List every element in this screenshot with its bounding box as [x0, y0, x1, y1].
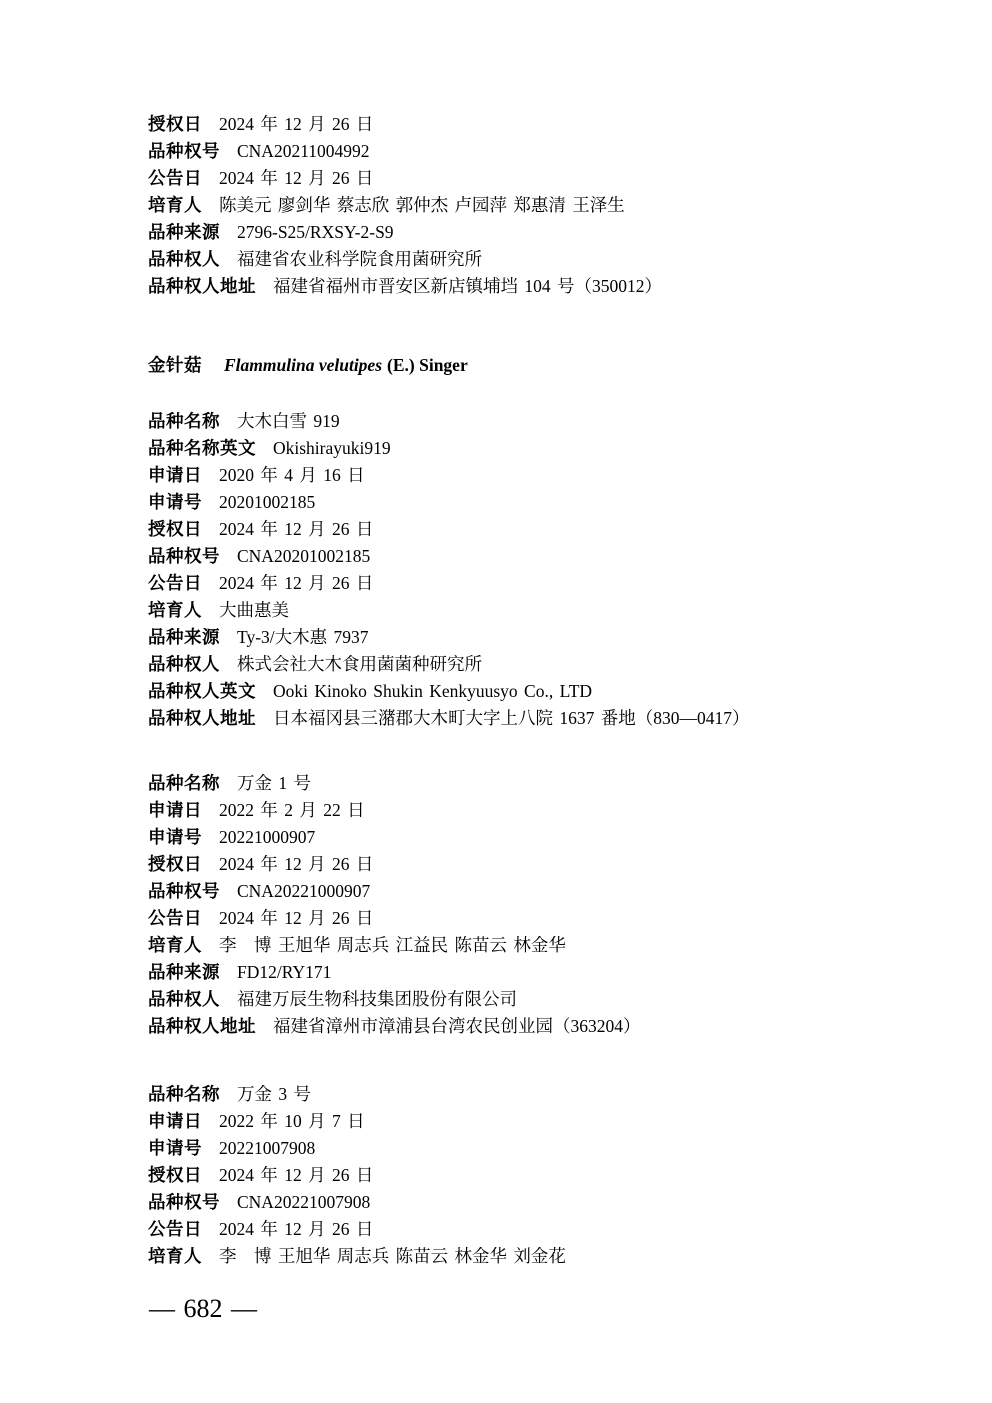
- field-label: 品种权号: [148, 881, 220, 901]
- field-line: [148, 570, 928, 597]
- field-line: [148, 543, 928, 570]
- field-line: [148, 770, 928, 797]
- field-line: [148, 878, 928, 905]
- field-label: 授权日: [148, 854, 202, 874]
- field-value: CNA20201002185: [237, 546, 371, 566]
- field-label: 品种权人地址: [148, 1016, 256, 1036]
- field-line: [148, 111, 928, 138]
- field-value: 2024 年 12 月 26 日: [219, 114, 374, 134]
- field-line: [148, 408, 928, 435]
- field-line: [148, 246, 928, 273]
- field-value: 大木白雪 919: [237, 411, 340, 431]
- field-value: 2024 年 12 月 26 日: [219, 1219, 374, 1239]
- field-line: [148, 462, 928, 489]
- field-label: 品种权人: [148, 989, 220, 1009]
- field-line: [148, 489, 928, 516]
- field-label: 培育人: [148, 195, 202, 215]
- field-label: 申请日: [148, 1111, 202, 1131]
- field-value: Ooki Kinoko Shukin Kenkyuusyo Co., LTD: [273, 681, 593, 701]
- field-label: 品种权人: [148, 249, 220, 269]
- record-block: [148, 770, 928, 1040]
- field-value: 20221000907: [219, 827, 316, 847]
- field-label: 申请号: [148, 1138, 202, 1158]
- field-label: 授权日: [148, 519, 202, 539]
- field-value: 2024 年 12 月 26 日: [219, 854, 374, 874]
- field-label: 品种名称英文: [148, 438, 256, 458]
- field-value: 2024 年 12 月 26 日: [219, 908, 374, 928]
- field-value: 李 博 王旭华 周志兵 江益民 陈苗云 林金华: [219, 935, 566, 955]
- field-label: 授权日: [148, 114, 202, 134]
- field-label: 品种来源: [148, 962, 220, 982]
- field-label: 申请号: [148, 827, 202, 847]
- field-line: [148, 824, 928, 851]
- field-line: [148, 624, 928, 651]
- field-label: 品种名称: [148, 1084, 220, 1104]
- field-value: 2022 年 10 月 7 日: [219, 1111, 365, 1131]
- field-label: 公告日: [148, 908, 202, 928]
- field-value: Okishirayuki919: [273, 438, 391, 458]
- field-label: 培育人: [148, 1246, 202, 1266]
- field-value: 2024 年 12 月 26 日: [219, 519, 374, 539]
- field-line: [148, 986, 928, 1013]
- field-value: 20201002185: [219, 492, 316, 512]
- page-number: — 682 —: [149, 1294, 257, 1323]
- field-label: 品种权号: [148, 546, 220, 566]
- species-header: [148, 352, 928, 379]
- species-name-authority: (E.) Singer: [387, 355, 468, 375]
- field-label: 公告日: [148, 1219, 202, 1239]
- field-line: [148, 219, 928, 246]
- field-label: 品种来源: [148, 222, 220, 242]
- field-value: 万金 1 号: [237, 773, 311, 793]
- field-label: 品种权号: [148, 141, 220, 161]
- field-value: 20221007908: [219, 1138, 316, 1158]
- field-value: 万金 3 号: [237, 1084, 311, 1104]
- field-value: 福建省农业科学院食用菌研究所: [237, 249, 482, 269]
- field-value: CNA20221000907: [237, 881, 371, 901]
- field-label: 申请日: [148, 465, 202, 485]
- field-line: [148, 516, 928, 543]
- field-line: [148, 597, 928, 624]
- field-line: [148, 1216, 928, 1243]
- species-name-cn: 金针菇: [148, 355, 202, 375]
- field-label: 授权日: [148, 1165, 202, 1185]
- field-value: 株式会社大木食用菌菌种研究所: [237, 654, 482, 674]
- field-value: CNA20211004992: [237, 141, 370, 161]
- field-line: [148, 705, 928, 732]
- field-label: 品种权人英文: [148, 681, 256, 701]
- field-line: [148, 651, 928, 678]
- field-label: 品种权号: [148, 1192, 220, 1212]
- field-label: 公告日: [148, 573, 202, 593]
- field-line: [148, 1243, 928, 1270]
- field-line: [148, 1162, 928, 1189]
- field-line: [148, 678, 928, 705]
- field-label: 培育人: [148, 600, 202, 620]
- field-label: 品种权人地址: [148, 708, 256, 728]
- field-label: 品种权人: [148, 654, 220, 674]
- field-value: 福建省漳州市漳浦县台湾农民创业园（363204）: [273, 1016, 641, 1036]
- field-line: [148, 797, 928, 824]
- field-line: [148, 1108, 928, 1135]
- field-line: [148, 932, 928, 959]
- field-value: 2022 年 2 月 22 日: [219, 800, 365, 820]
- field-value: 日本福冈县三潴郡大木町大字上八院 1637 番地（830—0417）: [273, 708, 750, 728]
- field-label: 品种来源: [148, 627, 220, 647]
- field-value: 2024 年 12 月 26 日: [219, 573, 374, 593]
- field-line: [148, 273, 928, 300]
- field-value: 福建省福州市晋安区新店镇埔垱 104 号（350012）: [273, 276, 662, 296]
- field-line: [148, 435, 928, 462]
- field-value: CNA20221007908: [237, 1192, 371, 1212]
- field-line: [148, 1081, 928, 1108]
- species-name-latin: Flammulina velutipes: [224, 355, 383, 375]
- field-label: 品种名称: [148, 411, 220, 431]
- field-line: [148, 138, 928, 165]
- field-value: 李 博 王旭华 周志兵 陈苗云 林金华 刘金花: [219, 1246, 566, 1266]
- record-block: [148, 111, 928, 300]
- field-value: 2020 年 4 月 16 日: [219, 465, 365, 485]
- field-line: [148, 1135, 928, 1162]
- field-value: 2024 年 12 月 26 日: [219, 1165, 374, 1185]
- field-line: [148, 851, 928, 878]
- field-label: 培育人: [148, 935, 202, 955]
- field-value: Ty-3/大木惠 7937: [237, 627, 369, 647]
- field-line: [148, 1013, 928, 1040]
- field-label: 申请号: [148, 492, 202, 512]
- field-value: 福建万辰生物科技集团股份有限公司: [237, 989, 517, 1009]
- field-line: [148, 192, 928, 219]
- field-label: 公告日: [148, 168, 202, 188]
- field-value: FD12/RY171: [237, 962, 332, 982]
- record-block: [148, 408, 928, 732]
- record-block: [148, 1081, 928, 1270]
- field-line: [148, 905, 928, 932]
- field-label: 申请日: [148, 800, 202, 820]
- field-value: 2024 年 12 月 26 日: [219, 168, 374, 188]
- field-line: [148, 165, 928, 192]
- document-content: [148, 111, 928, 1270]
- footer: [149, 1292, 257, 1326]
- field-value: 陈美元 廖剑华 蔡志欣 郭仲杰 卢园萍 郑惠清 王泽生: [219, 195, 625, 215]
- field-label: 品种权人地址: [148, 276, 256, 296]
- field-value: 2796-S25/RXSY-2-S9: [237, 222, 394, 242]
- field-label: 品种名称: [148, 773, 220, 793]
- field-value: 大曲惠美: [219, 600, 289, 620]
- field-line: [148, 959, 928, 986]
- field-line: [148, 1189, 928, 1216]
